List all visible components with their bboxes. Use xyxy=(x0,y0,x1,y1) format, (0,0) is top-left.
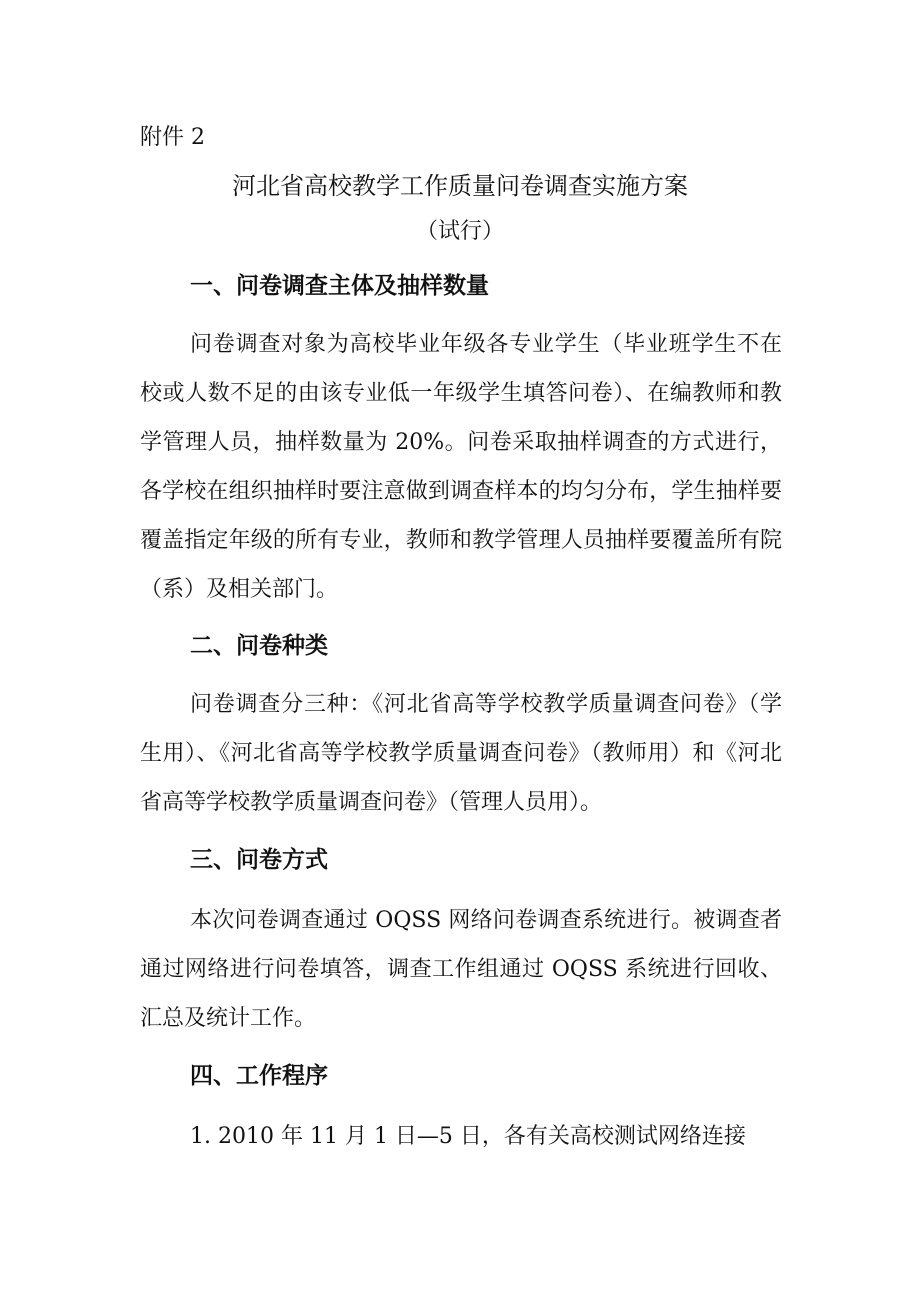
document-title: 河北省高校教学工作质量问卷调查实施方案 xyxy=(232,172,688,200)
section-paragraph-1: 问卷调查对象为高校毕业年级各专业学生（毕业班学生不在校或人数不足的由该专业低一年级学生填答问卷）、在编教师和教学管理人员，抽样数量为 20%。问卷采取抽样调查的方式进行，各学校在组织抽样时要注意做到调查样本的均匀分布，学生抽样要覆盖指定年级的所有专业，教师和教学管理人员抽样要覆盖所有院（系）及相关部门。 xyxy=(140,332,782,602)
section-heading-4: 四、工作程序 xyxy=(190,1063,328,1089)
document-subtitle: （试行） xyxy=(415,219,504,244)
section-heading-2: 二、问卷种类 xyxy=(190,633,328,659)
annex-label: 附件 2 xyxy=(140,125,205,150)
section-heading-1: 一、问卷调查主体及抽样数量 xyxy=(190,273,489,299)
section-paragraph-4: 1. 2010 年 11 月 1 日—5 日，各有关高校测试网络连接 xyxy=(190,1124,746,1149)
section-paragraph-2: 问卷调查分三种：《河北省高等学校教学质量调查问卷》（学生用）、《河北省高等学校教学质量调查问卷》（教师用）和《河北省高等学校教学质量调查问卷》（管理人员用）。 xyxy=(140,692,782,815)
section-heading-3: 三、问卷方式 xyxy=(190,847,328,873)
section-paragraph-3: 本次问卷调查通过 OQSS 网络问卷调查系统进行。被调查者通过网络进行问卷填答，调查工作组通过 OQSS 系统进行回收、汇总及统计工作。 xyxy=(140,908,782,1031)
